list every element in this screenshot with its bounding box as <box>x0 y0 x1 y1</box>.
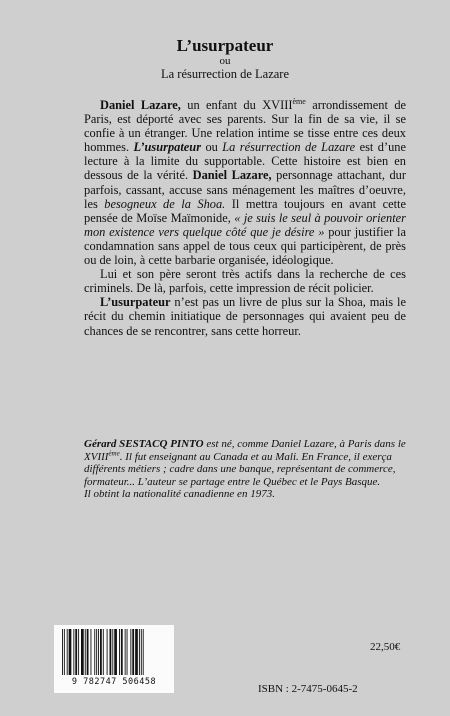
author-name: Gérard SESTACQ PINTO <box>84 438 204 450</box>
barcode-bar <box>85 629 86 675</box>
barcode-bar <box>64 629 65 675</box>
barcode-bar <box>110 629 112 675</box>
author-bio-text: Gérard SESTACQ PINTO est né, comme Daniel Lazare, à Paris dans le XVIIIème. Il fut enseignant au Canada et au Mali. En France, il exerça différents métiers ; cadre dans une banque, représentant de commerce, formateur... L’auteur se partage entre le Québec et le Pays Basque. <box>84 438 406 488</box>
barcode-bar <box>130 629 131 675</box>
barcode-bar <box>87 629 89 675</box>
barcode-bar <box>91 629 92 675</box>
blurb-paragraph-1: Daniel Lazare, un enfant du XVIIIème arrondissement de Paris, est déporté avec ses parents. Sur la fin de sa vie, il se confie à un étranger. Une relation intime se tisse entre ces deux hommes. L’usurpateur ou La résurrection de Lazare est d’une lecture à la limite du supportable. Cette histoire est bien en dessous de la vérité. Daniel Lazare, personnage attachant, dur parfois, cassant, accuse sans ménagement les maîtres d’oeuvre, les besogneux de la Shoa. Il mettra toujours en avant cette pensée de Moïse Maïmonide, « je suis le seul à pouvoir orienter mon existence vers quelque côté que je désire » pour justifier la condamnation sans appel de tous ceux qui participèrent, de près ou de loin, à cette barbarie organisée, idéologique. <box>84 96 407 268</box>
barcode-bar <box>73 629 74 675</box>
barcode-bar <box>114 629 117 675</box>
blurb-paragraph-2: Lui et son père seront très actifs dans la recherche de ces criminels. De là, parfois, cette impression de récit policier. <box>84 267 406 296</box>
barcode-bar <box>98 629 99 675</box>
barcode-bar <box>103 629 104 675</box>
barcode-bar <box>127 629 128 675</box>
price-label: 22,50€ <box>370 641 401 653</box>
barcode-bar <box>112 629 113 675</box>
blurb-paragraph-3: L’usurpateur n’est pas un livre de plus sur la Shoa, mais le récit du chemin initiatique de personnages qui avaient peu de chances de se rencontrer, sans cette horreur. <box>84 295 406 338</box>
barcode-bar <box>121 629 123 675</box>
barcode-bar <box>135 629 138 675</box>
title-connector: ou <box>219 55 231 67</box>
barcode-bar <box>141 629 142 675</box>
barcode-bar <box>100 629 102 675</box>
book-subtitle: La résurrection de Lazare <box>160 67 290 81</box>
author-bio-nationality: Il obtint la nationalité canadienne en 1973. <box>84 488 275 501</box>
barcode-bar <box>81 629 84 675</box>
barcode-bar <box>78 629 79 675</box>
barcode-bar <box>62 629 63 675</box>
barcode-bar <box>67 629 68 675</box>
barcode-bar <box>75 629 77 675</box>
barcode <box>54 625 174 693</box>
barcode-bars <box>60 629 168 677</box>
blurb-text <box>84 98 406 338</box>
book-title: L’usurpateur <box>176 36 274 55</box>
barcode-bar <box>125 629 126 675</box>
barcode-bar <box>107 629 108 675</box>
barcode-bar <box>139 629 140 675</box>
isbn-label: ISBN : 2-7475-0645-2 <box>258 683 358 695</box>
barcode-bar <box>69 629 72 675</box>
author-bio <box>84 438 406 501</box>
barcode-bar <box>143 629 144 675</box>
barcode-bar <box>96 629 97 675</box>
barcode-bar <box>94 629 95 675</box>
barcode-bar <box>132 629 134 675</box>
barcode-bar <box>119 629 120 675</box>
barcode-digits: 9 782747 506458 <box>71 677 157 687</box>
